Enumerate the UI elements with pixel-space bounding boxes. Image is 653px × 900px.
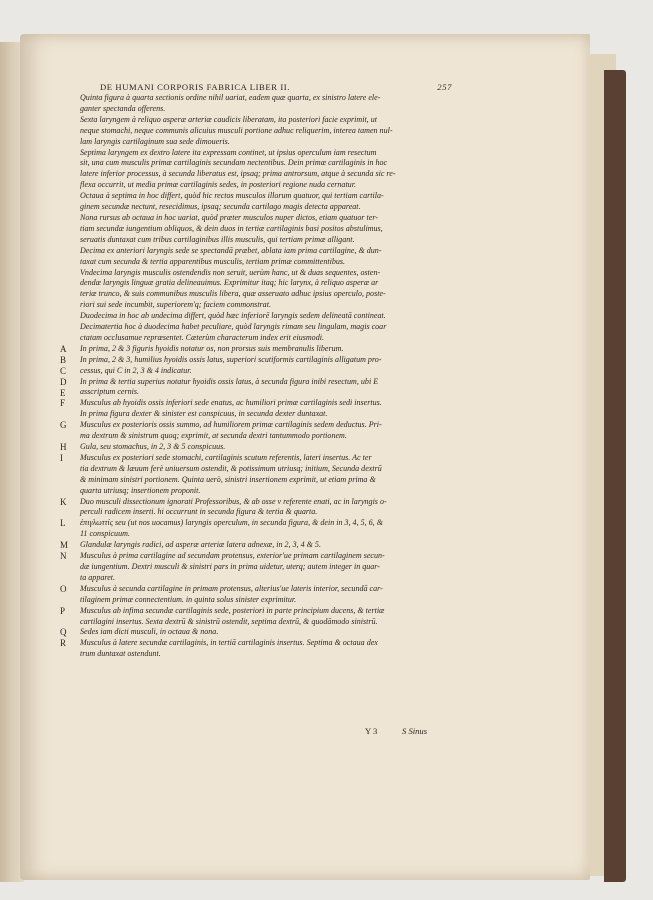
text-line: In prima & tertia superius notatur hyoidis ossis latus, à secunda figura inibi resectum, ubi E	[80, 376, 379, 386]
index-entry	[60, 518, 452, 540]
index-letter: M	[60, 540, 69, 551]
index-letter: G	[60, 420, 67, 431]
index-letter: D	[60, 376, 67, 387]
index-letter: K	[60, 496, 67, 507]
index-letter: R	[60, 638, 67, 649]
text-line: 11 conspicuum.	[80, 529, 130, 539]
text-line: Decimatertia hoc à duodecima habet peculiare, quòd laryngis rimam seu lingulam, magis coar	[80, 322, 387, 332]
text-line: teriæ trunco, & suis communibus musculis libera, quæ asseruato adhuc ipsius operculo, poste-	[80, 289, 386, 299]
index-letter: A	[60, 343, 67, 354]
text-line: In prima, 2 & 3, humilius hyoidis ossis latus, superiori scutiformis cartilaginis alligatum pro-	[80, 354, 382, 364]
index-letter: L	[60, 518, 66, 529]
text-line: Glandulæ laryngis radici, ad asperæ arteriæ latera adnexæ, in 2, 3, 4 & 5.	[80, 540, 321, 550]
signature-mark: Y 3	[365, 726, 378, 736]
text-line: tilaginem primæ connectentium. in quinta solus sinister exprimitur.	[80, 594, 297, 604]
text-line: Sedes iam dicti musculi, in octaua & nona.	[80, 627, 219, 637]
index-entry	[60, 627, 452, 638]
text-line: cessus, qui C in 2, 3 & 4 indicatur.	[80, 365, 192, 375]
text-line: Musculus ab infima secundæ cartilaginis sede, posteriori in parte principium ducens, & tertiæ	[80, 605, 385, 615]
text-line: tia dextrum & læuum ferè uniuersum ostendit, & potissimum utriusq; initium, Secunda dextrū	[80, 463, 382, 473]
text-line: latere inferior processus, à secunda liberatus est, ipsaq; prima antrorsum, atque à secunda sic re-	[80, 169, 396, 179]
text-line: ἐπιγλωττίς seu (ut nos uocamus) laryngis operculum, in secunda figura, & dein in 3, 4, 5, 6, &	[80, 518, 383, 528]
index-letter: B	[60, 354, 67, 365]
index-entry	[60, 398, 452, 420]
text-line	[80, 366, 452, 377]
figure-description-paragraph	[60, 322, 452, 344]
index-entry	[60, 344, 452, 355]
text-line: taxat cum secunda & tertia apparentibus musculis, tertiam primæ committentibus.	[80, 256, 346, 266]
figure-description-paragraph	[60, 191, 452, 213]
index-letter: E	[60, 387, 66, 398]
index-entry	[60, 584, 452, 606]
figure-description-paragraph	[60, 213, 452, 246]
index-letter: Q	[60, 627, 67, 638]
index-letter: H	[60, 442, 67, 453]
running-header	[100, 82, 452, 92]
index-letter: I	[60, 452, 63, 463]
text-line: Nona rursus ab octaua in hoc uariat, quòd præter musculos nuper dictos, etiam quatuor ter-	[80, 212, 379, 222]
running-title: DE HUMANI CORPORIS FABRICA LIBER II.	[100, 82, 290, 92]
index-letter: F	[60, 398, 66, 409]
figure-description-paragraph	[60, 268, 452, 312]
text-line: Octaua à septima in hoc differt, quòd hic rectos musculos illorum quatuor, qui tertiam cartila-	[80, 191, 384, 201]
index-entry	[60, 388, 452, 399]
index-letter: P	[60, 605, 66, 616]
text-line: sit, una cum musculis primæ cartilaginis secundam nectentibus. Dein primæ cartilaginis in hoc	[80, 158, 388, 168]
text-line: Musculus à latere secundæ cartilaginis, in tertiā cartilaginis insertus. Septima & octaua dex	[80, 638, 378, 648]
page-number: 257	[437, 82, 452, 92]
text-line: In prima figura dexter & sinister est conspicuus, in secunda dexter duntaxat.	[80, 409, 328, 419]
text-line: In prima, 2 & 3 figuris hyoidis notatur os, non prorsus suis membranulis liberum.	[80, 343, 344, 353]
figure-description-paragraph	[60, 311, 452, 322]
catchword: S Sinus	[402, 726, 428, 736]
text-line: ganter spectanda offerens.	[80, 103, 166, 113]
text-line: ta apparet.	[80, 572, 116, 582]
index-entry	[60, 420, 452, 442]
index-entry	[60, 606, 452, 628]
body-text	[60, 93, 452, 660]
text-line: Musculus à secunda cartilagine in primam protensus, alterius'ue lateris interior, secundā car-	[80, 583, 383, 593]
text-line: Musculus ab hyoidis ossis inferiori sede enatus, ac humiliori primæ cartilaginis sedi insertus.	[80, 398, 382, 408]
text-line: riori sui sede incumbit, superiorem'q; faciem commonstrat.	[80, 300, 271, 310]
text-line: ginem secundæ nectunt, resecidimus, ipsaq; secunda cartilago magis detecta appareat.	[80, 202, 361, 212]
text-line: Duodecima in hoc ab undecima differt, quòd hæc inferiorē laryngis sedem delineatā contineat.	[80, 311, 386, 321]
text-line: asscriptum cernis.	[80, 387, 140, 397]
text-line: dendæ laryngis linguæ gratia delineauimus. Exprimitur itaq; hic larynx, à reliquo asperæ ar	[80, 278, 379, 288]
index-entry	[60, 497, 452, 519]
text-line: Decima ex anteriori laryngis sede se spectandā præbet, ablata iam prima cartilagine, & dun-	[80, 245, 382, 255]
figure-description-paragraph	[60, 115, 452, 148]
text-line: cartilagini insertus. Sexta dextrū & sinistrū ostendit, septima dextrū, & quodāmodo sinistrū.	[80, 616, 378, 626]
text-line: lam laryngis cartilaginum sua sede dimoueris.	[80, 136, 230, 146]
text-line: neque stomachi, neque communis alicuius musculi portione adhuc reliquerim, interea tamen nul-	[80, 125, 393, 135]
text-line: seruatis duntaxat cum tribus cartilaginibus illis musculis, qui tertiam primæ alligant.	[80, 234, 355, 244]
text-line: ctatam occlusamue repræsentet. Cæterùm characterum index erit eiusmodi.	[80, 332, 324, 342]
text-line: Gula, seu stomachus, in 2, 3 & 5 conspicuus.	[80, 442, 226, 452]
index-entry	[60, 366, 452, 377]
index-letter: O	[60, 583, 67, 594]
text-line: ma dextrum & sinistrum quoq; exprimit, at secunda dextri tantummodo portionem.	[80, 431, 347, 441]
text-line: Sexta laryngem à reliquo asperæ arteriæ caudicis liberatam, ita posteriori facie exprimit, ut	[80, 114, 377, 124]
text-line: dæ iungentium. Dextri musculi & sinistri pars in prima uidetur, uterq; autem integer in quar-	[80, 562, 380, 571]
index-entry	[60, 442, 452, 453]
text-line: Musculus à prima cartilagine ad secundam protensus, exterior'ue primam cartilaginem secun-	[80, 551, 385, 561]
text-line: Musculus ex posteriori sede stomachi, cartilaginis scutum referentis, lateri insertus. Ac ter	[80, 452, 372, 462]
text-line: perculi radicem inserti. hi occurrunt in secunda figura & tertia & quarta.	[80, 507, 318, 517]
text-line: Septima laryngem ex dextro latere ita expressam continet, ut ipsius operculum iam resectum	[80, 147, 377, 157]
book-cover-edge	[604, 70, 626, 882]
text-line	[80, 388, 452, 399]
index-entry	[60, 551, 452, 584]
text-line: Duo musculi dissectionum ignorati Professoribus, & ab osse v referente enati, ac in laryngis o-	[80, 496, 387, 506]
index-entry	[60, 638, 452, 660]
index-letter: C	[60, 365, 67, 376]
text-line: flexa occurrit, ut media primæ cartilaginis sedes, in posteriori regione nuda cernatur.	[80, 180, 356, 190]
figure-description-paragraph	[60, 93, 452, 115]
index-letter: N	[60, 551, 67, 562]
text-line: Quinta figura à quarta sectionis ordine nihil uariat, eadem quæ quarta, ex sinistro latere ele-	[80, 93, 381, 102]
index-entry	[60, 540, 452, 551]
figure-description-paragraph	[60, 246, 452, 268]
text-line: tiam secundæ iungentium obliquos, & dein duos in tertiæ cartilaginis basi positos abstulimus,	[80, 223, 383, 233]
text-line: Vndecima laryngis musculis ostendendis non seruit, uerùm hanc, ut & duas sequentes, osten-	[80, 267, 381, 277]
index-entry	[60, 453, 452, 497]
text-line: quarta utriusq; insertionem proponit.	[80, 485, 201, 495]
text-line: Musculus ex posterioris ossis summo, ad humiliorem primæ cartilaginis sedem deductus. Pri-	[80, 420, 382, 430]
text-line: trum duntaxat ostendunt.	[80, 649, 161, 659]
figure-description-paragraph	[60, 148, 452, 192]
text-line: & minimam sinistri portionem. Quinta uerò, sinistri insertionem exprimit, ut etiam prima &	[80, 474, 376, 484]
